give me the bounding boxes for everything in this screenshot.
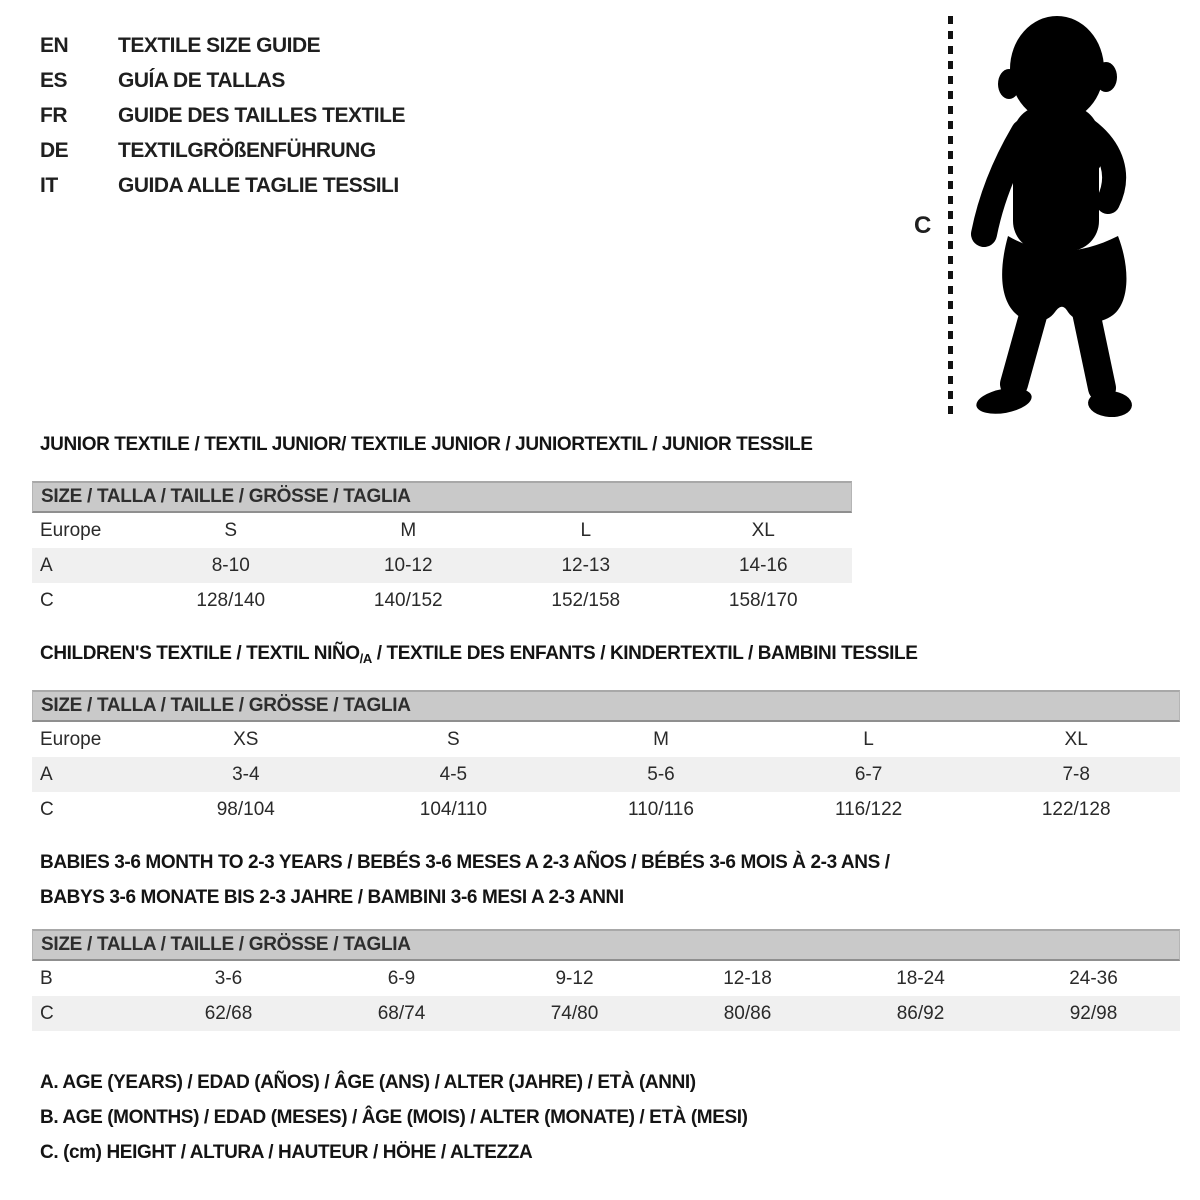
row-label: A [40, 554, 53, 576]
children-section-title [40, 643, 917, 666]
height-cell: 122/128 [1041, 798, 1111, 820]
guide-title-it: GUIDA ALLE TAGLIE TESSILI [118, 173, 399, 197]
size-cell: S [447, 728, 460, 750]
height-cell: 110/116 [628, 798, 694, 820]
size-cell: XL [1064, 728, 1088, 750]
table-row-age [32, 757, 1180, 792]
height-cell: 62/68 [204, 1002, 253, 1024]
size-cell: XS [233, 728, 259, 750]
age-cell: 18-24 [896, 967, 945, 989]
table-row-europe [32, 513, 852, 548]
height-cell: 92/98 [1069, 1002, 1118, 1024]
row-label: C [40, 1002, 54, 1024]
table-row-age [32, 548, 852, 583]
table-row-age-months [32, 961, 1180, 996]
table-row-height [32, 996, 1180, 1031]
age-cell: 4-5 [439, 763, 468, 785]
junior-size-table [32, 481, 852, 618]
age-cell: 7-8 [1062, 763, 1090, 785]
height-cell: 128/140 [196, 589, 266, 611]
language-code: EN [40, 33, 69, 57]
row-label: C [40, 798, 54, 820]
language-row-de [40, 133, 405, 168]
babies-section-title-line1: BABIES 3-6 MONTH TO 2-3 YEARS / BEBÉS 3-6 MESES A 2-3 AÑOS / BÉBÉS 3-6 MOIS À 2-3 ANS / [40, 852, 890, 873]
size-cell: L [580, 519, 592, 541]
age-cell: 10-12 [383, 554, 433, 576]
language-row-es [40, 63, 405, 98]
age-cell: 6-9 [387, 967, 416, 989]
children-size-table [32, 690, 1180, 827]
babies-section-title-line2: BABYS 3-6 MONATE BIS 2-3 JAHRE / BAMBINI 3-6 MESI A 2-3 ANNI [40, 887, 624, 908]
age-cell: 6-7 [854, 763, 883, 785]
language-row-fr [40, 98, 405, 133]
guide-title-es: GUÍA DE TALLAS [118, 68, 285, 92]
table-row-height [32, 792, 1180, 827]
age-cell: 12-18 [723, 967, 772, 989]
toddler-silhouette-image [958, 14, 1153, 422]
size-header-label: SIZE / TALLA / TAILLE / GRÖSSE / TAGLIA [41, 695, 411, 716]
language-code: IT [40, 173, 58, 197]
age-cell: 12-13 [561, 554, 611, 576]
height-cell: 86/92 [896, 1002, 945, 1024]
children-title-prefix: CHILDREN'S TEXTILE / TEXTIL NIÑO [40, 643, 360, 664]
height-cell: 98/104 [216, 798, 275, 820]
age-cell: 14-16 [738, 554, 788, 576]
children-title-subscript: /A [359, 651, 372, 666]
size-header-label: SIZE / TALLA / TAILLE / GRÖSSE / TAGLIA [41, 486, 411, 507]
guide-title-en: TEXTILE SIZE GUIDE [118, 33, 321, 57]
language-title-list [40, 28, 405, 203]
row-label: Europe [40, 728, 102, 750]
table-row-europe [32, 722, 1180, 757]
height-cell: 74/80 [550, 1002, 599, 1024]
size-cell: XL [751, 519, 775, 541]
height-cell: 104/110 [419, 798, 488, 820]
language-row-en [40, 28, 405, 63]
age-cell: 3-6 [214, 967, 243, 989]
children-title-suffix: / TEXTILE DES ENFANTS / KINDERTEXTIL / BAMBINI TESSILE [371, 643, 918, 664]
height-cell: 152/158 [551, 589, 621, 611]
height-measure-dashed-line [948, 16, 953, 418]
age-cell: 5-6 [647, 763, 675, 785]
row-label: B [40, 967, 53, 989]
legend-age-months: B. AGE (MONTHS) / EDAD (MESES) / ÂGE (MOIS) / ALTER (MONATE) / ETÀ (MESI) [40, 1107, 748, 1128]
age-cell: 8-10 [211, 554, 250, 576]
height-cell: 116/122 [834, 798, 903, 820]
guide-title-fr: GUIDE DES TAILLES TEXTILE [118, 103, 405, 127]
age-cell: 24-36 [1069, 967, 1118, 989]
age-cell: 3-4 [232, 763, 260, 785]
size-cell: M [400, 519, 417, 541]
height-cell: 140/152 [373, 589, 443, 611]
legend-height-cm: C. (cm) HEIGHT / ALTURA / HAUTEUR / HÖHE / ALTEZZA [40, 1142, 533, 1163]
size-cell: L [863, 728, 874, 750]
height-cell: 68/74 [377, 1002, 426, 1024]
age-cell: 9-12 [555, 967, 594, 989]
language-code: DE [40, 138, 69, 162]
legend-age-years: A. AGE (YEARS) / EDAD (AÑOS) / ÂGE (ANS) / ALTER (JAHRE) / ETÀ (ANNI) [40, 1072, 696, 1093]
language-code: ES [40, 68, 68, 92]
height-cell: 158/170 [728, 589, 798, 611]
size-header-label: SIZE / TALLA / TAILLE / GRÖSSE / TAGLIA [41, 934, 411, 955]
guide-title-de: TEXTILGRÖßENFÜHRUNG [118, 138, 376, 162]
language-row-it [40, 168, 405, 203]
language-code: FR [40, 103, 67, 127]
babies-size-table [32, 929, 1180, 1031]
height-measure-label: C [914, 212, 932, 239]
size-header-bar [32, 929, 1180, 961]
row-label: Europe [40, 519, 102, 541]
size-header-bar [32, 690, 1180, 722]
row-label: C [40, 589, 54, 611]
table-row-height [32, 583, 852, 618]
size-cell: S [224, 519, 238, 541]
size-cell: M [653, 728, 669, 750]
row-label: A [40, 763, 53, 785]
junior-section-title: JUNIOR TEXTILE / TEXTIL JUNIOR/ TEXTILE JUNIOR / JUNIORTEXTIL / JUNIOR TESSILE [40, 434, 813, 455]
height-cell: 80/86 [723, 1002, 772, 1024]
size-header-bar [32, 481, 852, 513]
